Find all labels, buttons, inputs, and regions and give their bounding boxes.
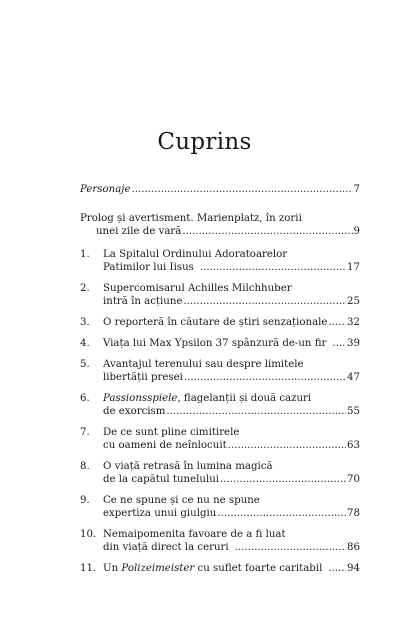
leader-dots — [328, 562, 346, 575]
toc-entry-3[interactable] — [80, 316, 360, 329]
page-title: Cuprins — [157, 129, 252, 155]
toc-entry-title-line1: Supercomisarul Achilles Milchhuber — [103, 283, 292, 294]
toc-page-number: 39 — [347, 338, 360, 349]
toc-entry-personaje[interactable] — [80, 183, 360, 196]
leader-dots — [200, 261, 346, 274]
toc-entry-title-rest: , flagelanții și două cazuri — [177, 393, 312, 404]
leader-dots — [131, 183, 352, 196]
toc-entry-italic-term: Polizeimeister — [121, 563, 195, 574]
toc-page-number: 70 — [347, 474, 360, 485]
toc-entry-title-line1: Nemaipomenita favoare de a fi luat — [103, 529, 286, 540]
toc-page-number: 17 — [347, 262, 360, 273]
toc-entry-title-line2: din viață direct la ceruri — [103, 542, 229, 553]
toc-page-number: 47 — [347, 372, 360, 383]
toc-entry-number: 4. — [80, 338, 90, 349]
toc-entry-9[interactable] — [80, 494, 360, 520]
toc-page-number: 7 — [353, 184, 360, 195]
toc-entry-title-line2: expertiza unui giulgiu — [103, 508, 217, 519]
toc-entry-title-line1: Prolog și avertisment. Marienplatz, în zorii — [80, 213, 302, 224]
leader-dots — [184, 371, 346, 384]
toc-entry-7[interactable] — [80, 426, 360, 452]
toc-page-number: 63 — [347, 440, 360, 451]
toc-entry-title-pre: Un — [103, 563, 122, 574]
toc-entry-number: 7. — [80, 427, 90, 438]
toc-page-number: 94 — [347, 563, 360, 574]
toc-entry-title-line1 — [103, 392, 360, 405]
leader-dots — [328, 316, 346, 329]
toc-entry-number: 9. — [80, 495, 90, 506]
toc-entry-number: 6. — [80, 393, 90, 404]
toc-page-number: 55 — [347, 406, 360, 417]
toc-entry-6[interactable] — [80, 392, 360, 418]
toc-entry-title: Viața lui Max Ypsilon 37 spânzură de-un fir — [103, 338, 327, 349]
toc-entry-number: 2. — [80, 283, 90, 294]
toc-entry-title: O reporteră în căutare de știri senzaționale — [103, 317, 328, 328]
toc-entry-title-line1: Avantajul terenului sau despre limitele — [103, 359, 304, 370]
leader-dots — [332, 337, 346, 350]
leader-dots — [220, 473, 346, 486]
toc-entry-number: 10. — [80, 529, 97, 540]
toc-entry-5[interactable] — [80, 358, 360, 384]
toc-entry-2[interactable] — [80, 282, 360, 308]
toc-entry-number: 1. — [80, 249, 90, 260]
leader-dots — [183, 295, 346, 308]
toc-entry-title-line1: O viață retrasă în lumina magică — [103, 461, 273, 472]
toc-entry-title-rest: cu suflet foarte caritabil — [194, 563, 323, 574]
toc-page-number: 78 — [347, 508, 360, 519]
toc-entry-number: 5. — [80, 359, 90, 370]
toc-page-number: 32 — [347, 317, 360, 328]
toc-entry-4[interactable] — [80, 337, 360, 350]
toc-entry-title-line2: intră în acțiune — [103, 296, 183, 307]
toc-entry-title-line2: unei zile de vară — [96, 226, 182, 237]
toc-page-number: 86 — [347, 542, 360, 553]
toc-entry-10[interactable] — [80, 528, 360, 554]
toc-entry-11[interactable] — [80, 562, 360, 575]
leader-dots — [235, 541, 346, 554]
toc-page-number: 25 — [347, 296, 360, 307]
toc-entry-title-line1: De ce sunt pline cimitirele — [103, 427, 240, 438]
toc-page-number: 9 — [353, 226, 360, 237]
leader-dots — [166, 405, 346, 418]
table-of-contents — [80, 183, 360, 583]
toc-entry-title-line2: de la capătul tunelului — [103, 474, 220, 485]
toc-entry-8[interactable] — [80, 460, 360, 486]
toc-entry-prolog[interactable] — [80, 212, 360, 238]
toc-entry-title-line2: cu oameni de neînlocuit — [103, 440, 227, 451]
leader-dots — [217, 507, 346, 520]
toc-entry-title: Personaje — [80, 184, 131, 195]
toc-entry-title-line2: Patimilor lui Iisus — [103, 262, 194, 273]
toc-entry-title-line1: Ce ne spune și ce nu ne spune — [103, 495, 260, 506]
toc-entry-title-line1: La Spitalul Ordinului Adoratoarelor — [103, 249, 288, 260]
toc-entry-number: 11. — [80, 563, 97, 574]
toc-entry-number: 8. — [80, 461, 90, 472]
toc-entry-italic-term: Passionsspiele — [103, 393, 178, 404]
leader-dots — [228, 439, 346, 452]
toc-entry-title-line2: libertății presei — [103, 372, 183, 383]
toc-entry-title — [103, 562, 322, 575]
toc-entry-title-line2: de exorcism — [103, 406, 166, 417]
toc-entry-1[interactable] — [80, 248, 360, 274]
leader-dots — [182, 225, 352, 238]
toc-entry-number: 3. — [80, 317, 90, 328]
